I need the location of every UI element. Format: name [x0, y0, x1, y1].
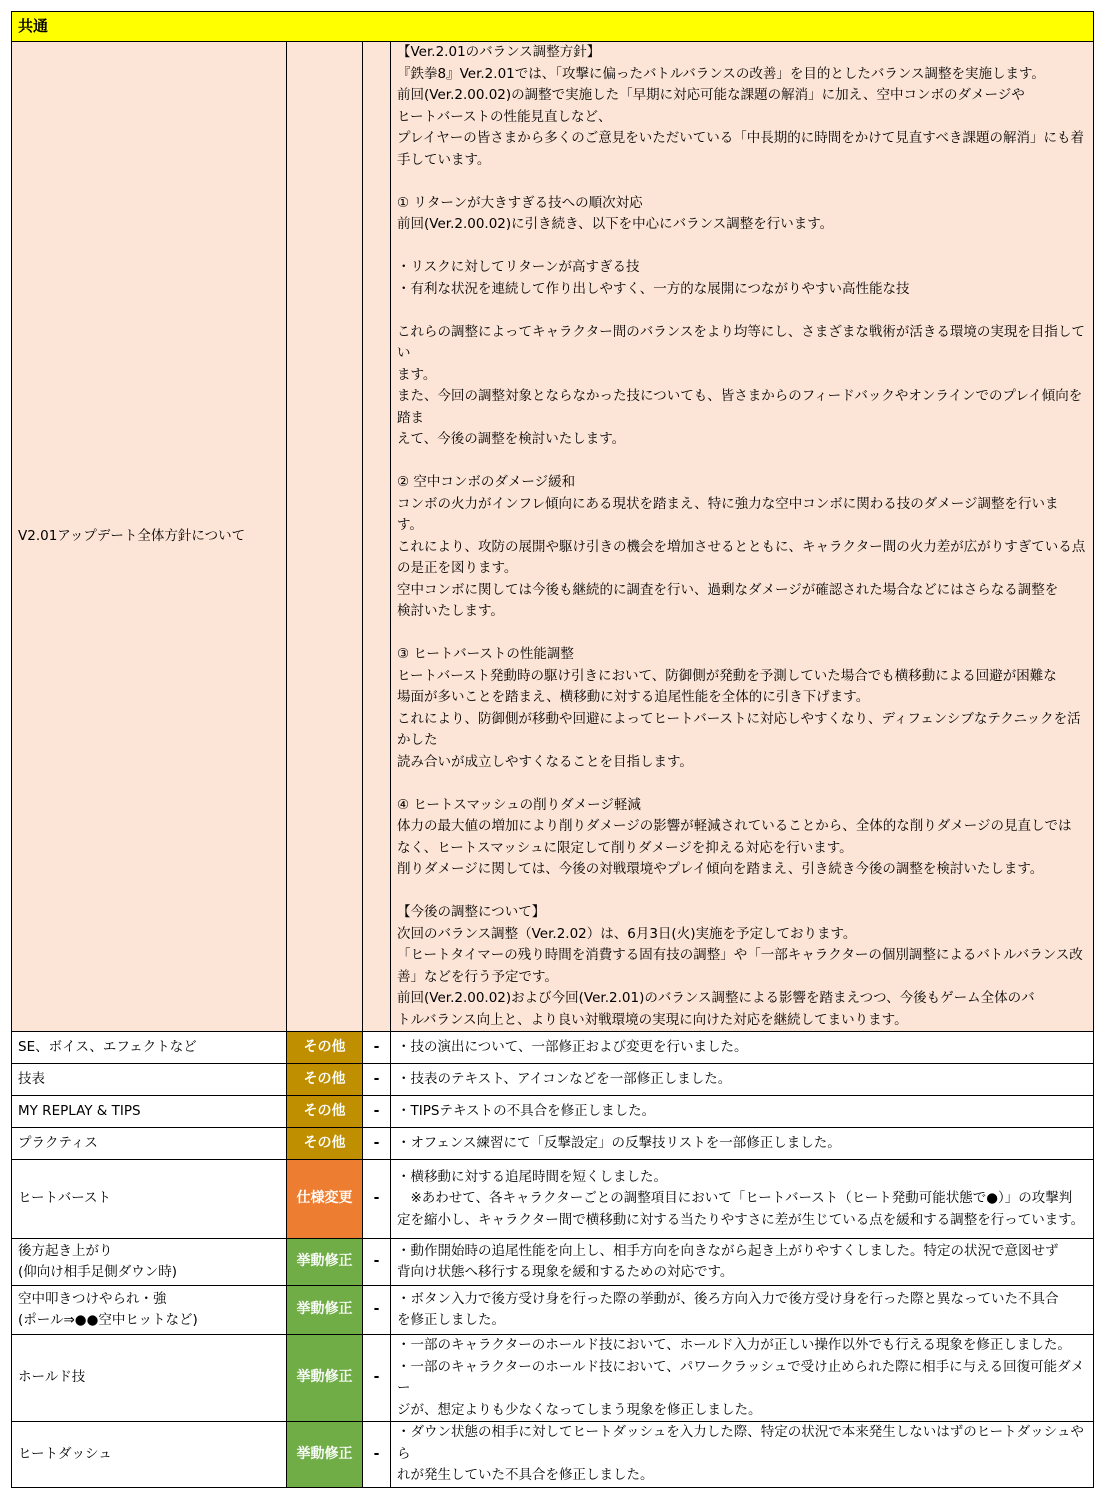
category-badge: 挙動修正 [287, 1286, 363, 1335]
policy-text: 【Ver.2.01のバランス調整方針】 『鉄拳8』Ver.2.01では、「攻撃に偏ったバトルバランスの改善」を目的としたバランス調整を実施します。 前回(Ver.2.00.02)の調整で実施した「早期に対応可能な課題の解消」に加え、空中コンボのダメージや ヒートバーストの性能見直しなど、 プレイヤーの皆さまから多くのご意見をいただいている「中長期的に時間をかけて見直すべき課題の解消」にも着 手しています。 ① リターンが大きすぎる技への順次対応 前回(Ver.2.00.02)に引き続き、以下を中心にバランス調整を行います。 ・リスクに対してリターンが高すぎる技 ・有利な状況を連続して作り出しやすく、一方的な展開につながりやすい高性能な技 これらの調整によってキャラクター間のバランスをより均等にし、さまざまな戦術が活きる環境の実現を目指してい ます。 また、今回の調整対象とならなかった技についても、皆さまからのフィードバックやオンラインでのプレイ傾向を踏ま えて、今後の調整を検討いたします。 ② 空中コンボのダメージ緩和 コンボの火力がインフレ傾向にある現状を踏まえ、特に強力な空中コンボに関わる技のダメージ調整を行いま す。 これにより、攻防の展開や駆け引きの機会を増加させるとともに、キャラクター間の火力差が広がりすぎている点 の是正を図ります。 空中コンボに関しては今後も継続的に調査を行い、過剰なダメージが確認された場合などにはさらなる調整を 検討いたします。 ③ ヒートバーストの性能調整 ヒートバースト発動時の駆け引きにおいて、防御側が発動を予測していた場合でも横移動による回避が困難な 場面が多いことを踏まえ、横移動に対する追尾性能を全体的に引き下げます。 これにより、防御側が移動や回避によってヒートバーストに対応しやすくなり、ディフェンシブなテクニックを活かした 読み合いが成立しやすくなることを目指します。 ④ ヒートスマッシュの削りダメージ軽減 体力の最大値の増加により削りダメージの影響が軽減されていることから、全体的な削りダメージの見直しでは なく、ヒートスマッシュに限定して削りダメージを抑える対応を行います。 削りダメージに関しては、今後の対戦環境やプレイ傾向を踏まえ、引き続き今後の調整を検討いたします。 【今後の調整について】 次回のバランス調整（Ver.2.02）は、6月3日(火)実施を予定しております。 「ヒートタイマーの残り時間を消費する固有技の調整」や「一部キャラクターの個別調整によるバトルバランス改 善」などを行う予定です。 前回(Ver.2.00.02)および今回(Ver.2.01)のバランス調整による影響を踏まえつつ、今後もゲーム全体のバ トルバランス向上と、より良い対戦環境の実現に向けた対応を継続してまいります。 [391, 42, 1094, 1032]
patch-notes-table [11, 11, 1094, 1488]
category-badge: その他 [287, 1128, 363, 1160]
category-badge: 挙動修正 [287, 1239, 363, 1286]
dash-cell: - [363, 1422, 391, 1488]
table-row [12, 1096, 1094, 1128]
change-description: ・技の演出について、一部修正および変更を行いました。 [391, 1032, 1094, 1064]
policy-row [12, 42, 1094, 1032]
table-row [12, 1335, 1094, 1422]
change-description: ・ボタン入力で後方受け身を行った際の挙動が、後ろ方向入力で後方受け身を行った際と異なっていた不具合 を修正しました。 [391, 1286, 1094, 1335]
change-description: ・横移動に対する追尾時間を短くしました。 ※あわせて、各キャラクターごとの調整項目において「ヒートバースト（ヒート発動可能状態で●）」の攻撃判 定を縮小し、キャラクター間で横移動に対する当たりやすさに差が生じている点を緩和する調整を行っています。 [391, 1160, 1094, 1239]
dash-cell: - [363, 1064, 391, 1096]
item-name: SE、ボイス、エフェクトなど [12, 1032, 287, 1064]
policy-label: V2.01アップデート全体方針について [12, 42, 287, 1032]
item-name: 後方起き上がり (仰向け相手足側ダウン時) [12, 1239, 287, 1286]
item-name: 技表 [12, 1064, 287, 1096]
category-badge: その他 [287, 1096, 363, 1128]
section-header-row [12, 12, 1094, 42]
policy-dash-cell [363, 42, 391, 1032]
change-description: ・ダウン状態の相手に対してヒートダッシュを入力した際、特定の状況で本来発生しないはずのヒートダッシュやら れが発生していた不具合を修正しました。 [391, 1422, 1094, 1488]
item-name: プラクティス [12, 1128, 287, 1160]
dash-cell: - [363, 1160, 391, 1239]
dash-cell: - [363, 1335, 391, 1422]
dash-cell: - [363, 1096, 391, 1128]
table-row [12, 1064, 1094, 1096]
change-description: ・一部のキャラクターのホールド技において、ホールド入力が正しい操作以外でも行える現象を修正しました。 ・一部のキャラクターのホールド技において、パワークラッシュで受け止められた際に相手に与える回復可能ダメー ジが、想定よりも少なくなってしまう現象を修正しました。 [391, 1335, 1094, 1422]
change-description: ・オフェンス練習にて「反撃設定」の反撃技リストを一部修正しました。 [391, 1128, 1094, 1160]
item-name: ヒートバースト [12, 1160, 287, 1239]
item-name: MY REPLAY & TIPS [12, 1096, 287, 1128]
table-row [12, 1032, 1094, 1064]
item-name: 空中叩きつけやられ・強 (ポール⇒●●空中ヒットなど) [12, 1286, 287, 1335]
dash-cell: - [363, 1239, 391, 1286]
table-row [12, 1160, 1094, 1239]
dash-cell: - [363, 1286, 391, 1335]
dash-cell: - [363, 1032, 391, 1064]
dash-cell: - [363, 1128, 391, 1160]
category-badge: その他 [287, 1064, 363, 1096]
table-row [12, 1128, 1094, 1160]
table-row [12, 1239, 1094, 1286]
category-badge: その他 [287, 1032, 363, 1064]
category-badge: 挙動修正 [287, 1335, 363, 1422]
table-row [12, 1286, 1094, 1335]
item-name: ヒートダッシュ [12, 1422, 287, 1488]
table-row [12, 1422, 1094, 1488]
section-title: 共通 [12, 12, 1094, 42]
item-name: ホールド技 [12, 1335, 287, 1422]
change-description: ・動作開始時の追尾性能を向上し、相手方向を向きながら起き上がりやすくしました。特定の状況で意図せず 背向け状態へ移行する現象を緩和するための対応です。 [391, 1239, 1094, 1286]
category-badge: 挙動修正 [287, 1422, 363, 1488]
change-description: ・技表のテキスト、アイコンなどを一部修正しました。 [391, 1064, 1094, 1096]
category-badge: 仕様変更 [287, 1160, 363, 1239]
policy-category-cell [287, 42, 363, 1032]
change-description: ・TIPSテキストの不具合を修正しました。 [391, 1096, 1094, 1128]
